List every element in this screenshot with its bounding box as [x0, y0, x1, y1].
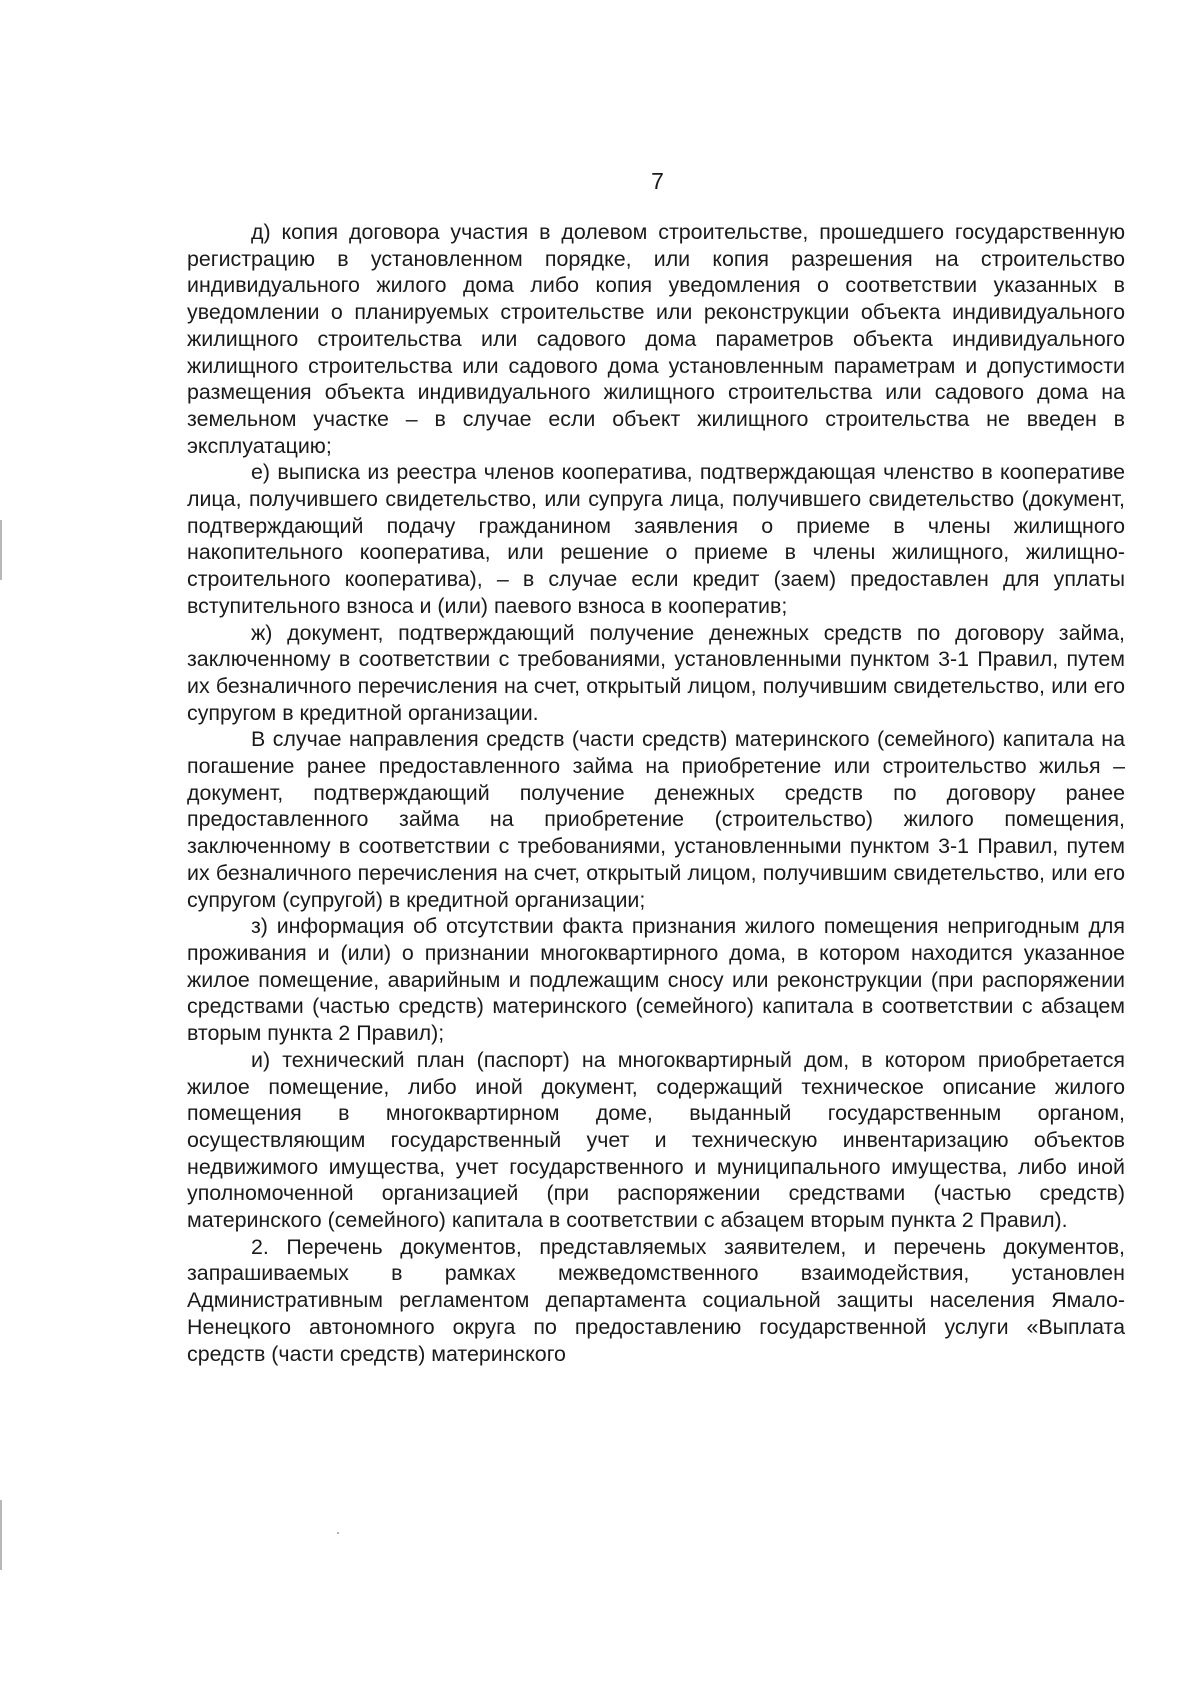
paragraph-loan-repayment: В случае направления средств (части средств) материнского (семейного) капитала на погашение ранее предоставленного займа на приобретение или строительство жилья – документ, подтверждающий получение денежных средств по договору ранее предоставленного займа на приобретение (строительство) жилого помещения, заключенному в соответствии с требованиями, установленными пунктом 3-1 Правил, путем их безналичного перечисления на счет, открытый лицом, получившим свидетельство, или его супругом (супругой) в кредитной организации;: [187, 727, 1125, 912]
scan-edge-mark: [0, 520, 2, 580]
paragraph-i-technical-plan: и) технический план (паспорт) на многоквартирный дом, в котором приобретается жилое помещение, либо иной документ, содержащий техническое описание жилого помещения в многоквартирном доме, выданный государственным органом, осуществляющим государственный учет и техническую инвентаризацию объектов недвижимого имущества, учет государственного и муниципального имущества, либо иной уполномоченной организацией (при распоряжении средствами (частью средств) материнского (семейного) капитала в соответствии с абзацем вторым пункта 2 Правил).: [187, 1047, 1125, 1233]
paragraph-2-document-list: 2. Перечень документов, представляемых заявителем, и перечень документов, запрашиваемых в рамках межведомственного взаимодействия, установлен Административным регламентом департамента социальной защиты населения Ямало-Ненецкого автономного округа по предоставлению государственной услуги «Выплата средств (части средств) материнского: [187, 1234, 1125, 1366]
document-body: [187, 219, 1125, 1367]
paragraph-zh-loan-document: ж) документ, подтверждающий получение денежных средств по договору займа, заключенному в соответствии с требованиями, установленными пунктом 3-1 Правил, путем их безналичного перечисления на счет, открытый лицом, получившим свидетельство, или его супругом в кредитной организации.: [187, 620, 1125, 725]
page-number: 7: [651, 168, 664, 194]
paragraph-d-contract-copy: д) копия договора участия в долевом строительстве, прошедшего государственную регистрацию в установленном порядке, или копия разрешения на строительство индивидуального жилого дома либо копия уведомления о соответствии указанных в уведомлении о планируемых строительстве или реконструкции объекта индивидуального жилищного строительства или садового дома параметров объекта индивидуального жилищного строительства или садового дома установленным параметрам и допустимости размещения объекта индивидуального жилищного строительства или садового дома на земельном участке – в случае если объект жилищного строительства не введен в эксплуатацию;: [187, 220, 1125, 458]
scan-speck: [337, 1532, 339, 1534]
paragraph-z-dwelling-information: з) информация об отсутствии факта признания жилого помещения непригодным для проживания и (или) о признании многоквартирного дома, в котором находится указанное жилое помещение, аварийным и подлежащим сносу или реконструкции (при распоряжении средствами (частью средств) материнского (семейного) капитала в соответствии с абзацем вторым пункта 2 Правил);: [187, 914, 1125, 1046]
scan-edge-mark: [0, 1500, 2, 1570]
paragraph-e-cooperative-extract: е) выписка из реестра членов кооператива, подтверждающая членство в кооперативе лица, получившего свидетельство, или супруга лица, получившего свидетельство (документ, подтверждающий подачу гражданином заявления о приеме в члены жилищного накопительного кооператива, или решение о приеме в члены жилищного, жилищно-строительного кооператива), – в случае если кредит (заем) предоставлен для уплаты вступительного взноса и (или) паевого взноса в кооператив;: [187, 460, 1125, 618]
